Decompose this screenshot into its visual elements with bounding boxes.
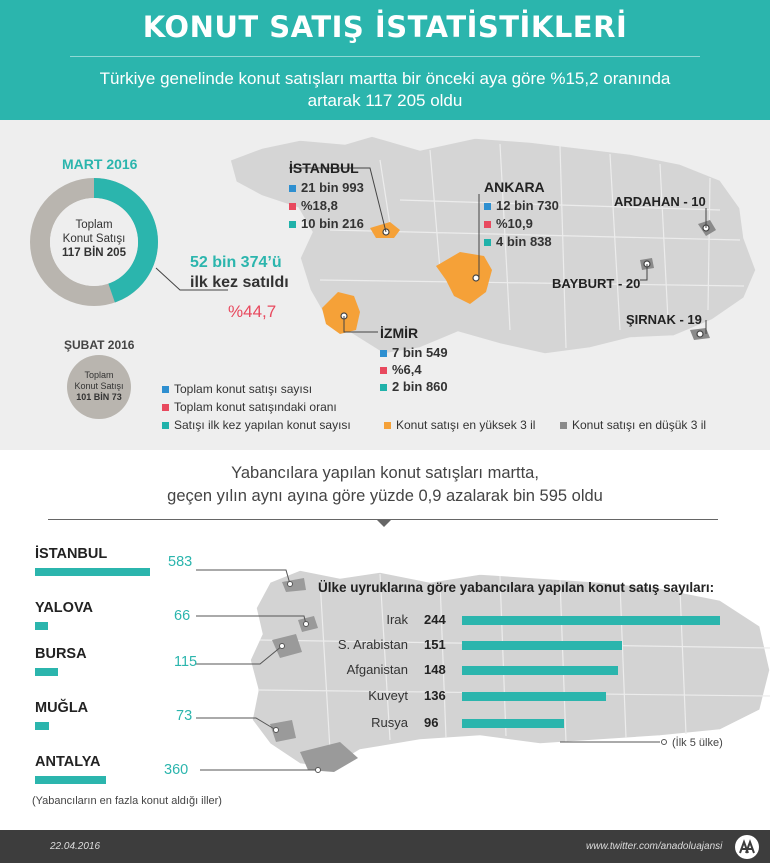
header-band [0,0,770,120]
izmir-title: İZMİR [380,325,419,341]
country-label: Afganistan [346,662,408,677]
country-value: 96 [424,715,439,730]
country-label: Kuveyt [368,688,408,703]
page-subtitle [0,68,770,112]
country-bar [462,692,606,701]
ankara-share: %10,9 [484,216,533,231]
province-label: YALOVA [35,600,94,616]
march-center-total: 117 BİN 205 [62,247,126,259]
country-value: 136 [424,688,446,703]
bayburt-label: BAYBURT - 20 [552,276,641,291]
ardahan-label: ARDAHAN - 10 [614,194,706,209]
province-bar [35,722,49,730]
country-bar [462,666,618,675]
province-label: BURSA [35,646,87,662]
province-value: 66 [174,608,191,624]
first-sale-caption: ilk kez satıldı [190,274,289,291]
teal-square-icon [289,221,296,228]
ankara-title: ANKARA [484,179,545,195]
country-label: S. Arabistan [337,637,408,652]
title-divider [70,56,700,57]
province-bar [35,622,48,630]
aa-logo-icon [734,834,760,860]
red-square-icon [162,404,169,411]
red-square-icon [380,367,387,374]
red-square-icon [289,203,296,210]
orange-square-icon [384,422,391,429]
izmir-share: %6,4 [380,362,422,377]
legend-orange: Konut satışı en yüksek 3 il [384,418,535,432]
ankara-marker [473,275,479,281]
izmir-first: 2 bin 860 [380,379,448,394]
february-center-text [66,370,132,403]
province-bar [35,668,58,676]
legend-red: Toplam konut satışındaki oranı [162,400,337,414]
blue-square-icon [162,386,169,393]
country-label: Rusya [371,715,408,730]
country-bar [462,719,564,728]
province-value: 73 [176,708,193,724]
march-center-text [48,218,140,260]
blue-square-icon [484,203,491,210]
subtitle-line-1: Türkiye genelinde konut satışları martta bir önceki aya göre %15,2 oranında [99,69,671,88]
subtitle-line-2: artarak 117 205 oldu [307,91,463,110]
istanbul-total: 21 bin 993 [289,180,364,195]
izmir-total: 7 bin 549 [380,345,448,360]
province-bar [35,568,150,576]
legend-teal: Satışı ilk kez yapılan konut sayısı [162,418,351,432]
foreign-summary-line-2: geçen yılın aynı ayına göre yüzde 0,9 azalarak bin 595 oldu [167,487,603,505]
istanbul-title: İSTANBUL [289,160,359,176]
march-center-line-1: Toplam [75,219,113,231]
country-bar [462,616,720,625]
legend-blue: Toplam konut satışı sayısı [162,382,312,396]
march-center-line-2: Konut Satışı [62,233,126,245]
istanbul-share: %18,8 [289,198,338,213]
ankara-total: 12 bin 730 [484,198,559,213]
countries-chart-title: Ülke uyruklarına göre yabancılara yapılan konut satış sayıları: [318,580,715,595]
february-label: ŞUBAT 2016 [64,338,135,352]
province-value: 360 [164,762,189,778]
teal-square-icon [380,384,387,391]
province-label: ANTALYA [35,754,101,770]
province-value: 115 [174,654,198,670]
foreign-sales-summary [0,462,770,508]
february-line-2: Konut Satışı [74,381,124,391]
country-bar [462,641,622,650]
ankara-first: 4 bin 838 [484,234,552,249]
first-sale-percent: %44,7 [228,302,277,321]
february-total: 101 BİN 73 [76,392,122,402]
provinces-note: (Yabancıların en fazla konut aldığı iller) [32,795,222,807]
province-label: İSTANBUL [35,546,108,562]
foreign-summary-line-1: Yabancılara yapılan konut satışları martta, [231,464,539,482]
country-label: Irak [386,612,408,627]
gray-square-icon [560,422,567,429]
red-square-icon [484,221,491,228]
divider-pointer-icon [376,519,392,527]
province-value: 583 [168,554,193,570]
country-value: 244 [424,612,446,627]
teal-square-icon [484,239,491,246]
footer-bar [0,830,770,863]
blue-square-icon [289,185,296,192]
sirnak-marker [697,331,703,337]
country-value: 148 [424,662,446,677]
legend-gray: Konut satışı en düşük 3 il [560,418,706,432]
countries-note: (İlk 5 ülke) [672,737,723,749]
march-label: MART 2016 [62,156,138,172]
february-line-1: Toplam [84,370,114,380]
blue-square-icon [380,350,387,357]
first-sale-count: 52 bin 374’ü [190,254,282,271]
province-bar [35,776,106,784]
page-title: KONUT SATIŞ İSTATİSTİKLERİ [142,10,628,44]
province-label: MUĞLA [35,700,89,716]
footer-date: 22.04.2016 [50,841,101,852]
teal-square-icon [162,422,169,429]
sirnak-label: ŞIRNAK - 19 [626,312,702,327]
country-value: 151 [424,637,446,652]
istanbul-first: 10 bin 216 [289,216,364,231]
footer-url[interactable]: www.twitter.com/anadoluajansi [586,841,723,852]
